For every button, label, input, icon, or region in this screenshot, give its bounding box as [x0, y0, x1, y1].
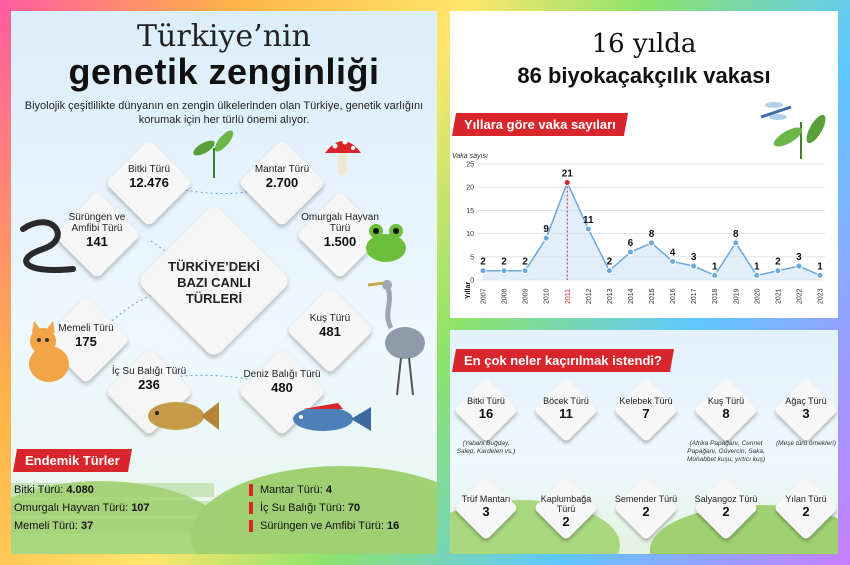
data-point [670, 258, 676, 264]
snake-icon [13, 209, 83, 279]
y-tick-label: 25 [466, 161, 474, 169]
x-tick-label: 2014 [627, 288, 635, 304]
species-mantar: Mantar Türü 2.700 [254, 164, 310, 190]
chart-title-line1: 16 yılda [591, 29, 697, 59]
x-tick-labels [481, 288, 825, 304]
data-point [543, 235, 549, 241]
data-label: 11 [583, 214, 594, 226]
endemic-row: Mantar Türü: 4 [257, 483, 418, 497]
x-tick-label: 2018 [712, 288, 720, 304]
item-note: (Meşe türü örnekleri) [776, 440, 836, 447]
data-label: 2 [501, 256, 507, 268]
data-label: 8 [732, 228, 739, 240]
data-point [585, 226, 591, 232]
x-tick-label: 2017 [691, 288, 699, 304]
endemic-marker [249, 502, 253, 514]
data-point [522, 268, 528, 274]
data-point [606, 268, 612, 274]
data-point [817, 272, 823, 278]
species-kus: Kuş Türü 481 [309, 313, 351, 339]
y-tick-label: 10 [466, 231, 474, 239]
smuggled-items-panel [450, 330, 838, 554]
smuggled-item [611, 494, 681, 517]
y-tick-label: 15 [466, 207, 474, 215]
item-value: 2 [642, 504, 650, 519]
x-tick-label: 2022 [796, 288, 804, 304]
intro-text: Biyolojik çeşitlilikte dünyanın en zengin ülkelerinden olan Türkiye, genetik varlığını korumak için her türlü önemi alıyor. [24, 100, 424, 126]
y-tick-label: 0 [470, 277, 474, 285]
smuggled-item [531, 494, 601, 527]
data-label: 1 [817, 261, 823, 273]
endemic-row: İç Su Balığı Türü: 70 [257, 501, 418, 515]
smuggled-item [451, 396, 521, 419]
page-title-line2: genetik zenginliği [68, 51, 380, 92]
data-label: 2 [606, 256, 613, 268]
data-point [501, 268, 507, 274]
cat-icon [19, 319, 79, 389]
x-tick-label: 2010 [543, 288, 551, 304]
x-tick-label: 2020 [754, 288, 762, 304]
data-label: 2 [480, 256, 486, 268]
chart-ribbon: Yıllara göre vaka sayıları [452, 113, 628, 136]
data-point [649, 240, 655, 246]
item-value: 7 [642, 406, 650, 421]
species-bitki: Bitki Türü 12.476 [127, 164, 171, 190]
item-label: Kaplumbağa Türü [540, 494, 592, 514]
data-label: 1 [754, 261, 760, 273]
genetic-richness-panel [11, 11, 437, 554]
item-label: Trüf Mantarı [461, 494, 511, 504]
y-tick-labels [466, 162, 474, 285]
item-label: Kelebek Türü [619, 396, 673, 406]
page-title-line1: Türkiye’nin [137, 19, 311, 54]
data-point [627, 249, 633, 255]
species-deniz: Deniz Balığı Türü 480 [243, 369, 321, 395]
data-label: 6 [627, 238, 634, 250]
smuggled-item [771, 494, 838, 517]
data-point [775, 268, 781, 274]
smuggled-item [451, 494, 521, 517]
item-value: 8 [722, 406, 730, 421]
endemic-row: Bitki Türü: 4.080 [11, 483, 214, 497]
data-label: 2 [775, 256, 781, 268]
carp-icon [141, 396, 221, 436]
item-label: Yılan Türü [785, 494, 827, 504]
x-tick-label: 2011 [564, 288, 572, 304]
item-label: Bitki Türü [467, 396, 505, 406]
x-tick-label: 2008 [501, 288, 509, 304]
data-label: 2 [522, 256, 528, 268]
item-note: (Afrika Papağanı, Cennet Papağanı, Güvercin, Saka, Muhabbet kuşu, yırtıcı kuş) [686, 440, 766, 463]
frog-icon [361, 216, 411, 266]
species-icsu: İç Su Balığı Türü 236 [111, 366, 187, 392]
cases-chart-panel [450, 11, 838, 318]
endemic-ribbon: Endemik Türler [13, 449, 132, 472]
data-point [796, 263, 802, 269]
data-point [691, 263, 697, 269]
item-value: 3 [482, 504, 490, 519]
item-label: Semender Türü [614, 494, 678, 504]
y-tick-label: 20 [466, 184, 474, 192]
item-value: 2 [562, 514, 570, 529]
smuggled-item [611, 396, 681, 419]
heron-icon [363, 273, 433, 398]
item-value: 11 [559, 406, 573, 421]
chart-title-line2: 86 biyokaçakçılık vakası [517, 63, 771, 88]
endemic-row: Memeli Türü: 37 [11, 519, 214, 533]
data-point [733, 240, 739, 246]
y-axis-label: Vaka sayısı [452, 153, 488, 160]
smuggled-item [531, 396, 601, 419]
smuggled-item [691, 396, 761, 419]
x-tick-label: 2015 [649, 288, 656, 304]
data-point [480, 268, 486, 274]
species-surungen: Sürüngen ve Amfibi Türü 141 [68, 212, 126, 249]
smuggled-item [771, 396, 838, 419]
item-label: Böcek Türü [543, 396, 589, 406]
sea-fish-icon [283, 399, 373, 439]
smuggled-item [691, 494, 761, 517]
item-note: (Yabani Buğday, Salep, Kardelen vs.) [456, 440, 516, 455]
item-value: 2 [802, 504, 810, 519]
data-point [712, 272, 718, 278]
endemic-marker [249, 484, 253, 496]
endemic-marker [249, 520, 253, 532]
y-tick-label: 5 [470, 254, 474, 262]
mushroom-icon [323, 133, 363, 178]
data-label: 1 [711, 261, 718, 273]
item-label: Salyangoz Türü [694, 494, 758, 504]
species-omurgali: Omurgalı Hayvan Türü 1.500 [301, 212, 379, 249]
endemic-row: Omurgalı Hayvan Türü: 107 [11, 501, 214, 515]
x-tick-label: 2012 [585, 288, 593, 304]
data-label: 4 [669, 247, 676, 259]
data-label: 21 [561, 168, 573, 180]
cases-line-chart [450, 149, 838, 318]
species-memeli: Memeli Türü 175 [58, 323, 114, 349]
x-tick-label: 2009 [522, 288, 530, 304]
item-value: 3 [802, 406, 810, 421]
data-label: 3 [796, 252, 802, 264]
endemic-row: Sürüngen ve Amfibi Türü: 16 [257, 519, 418, 533]
x-tick-label: 2007 [480, 288, 488, 304]
plant-icon [189, 123, 239, 178]
x-tick-label: 2013 [606, 288, 614, 304]
data-label: 9 [543, 224, 549, 236]
data-point [564, 180, 570, 186]
x-tick-label: 2019 [733, 288, 741, 304]
center-label: TÜRKİYE’DEKİ BAZI CANLI TÜRLERİ [168, 259, 260, 306]
x-tick-label: 2023 [817, 288, 825, 304]
item-value: 2 [722, 504, 730, 519]
x-tick-label: 2016 [670, 288, 678, 304]
data-label: 8 [648, 228, 655, 240]
item-label: Ağaç Türü [785, 396, 827, 406]
smuggled-ribbon: En çok neler kaçırılmak istendi? [452, 349, 674, 372]
data-point [754, 272, 760, 278]
item-value: 16 [478, 406, 494, 421]
x-axis-label: Yıllar [465, 281, 472, 299]
x-tick-label: 2021 [775, 288, 783, 304]
item-label: Kuş Türü [707, 396, 745, 406]
data-label: 3 [690, 252, 697, 264]
